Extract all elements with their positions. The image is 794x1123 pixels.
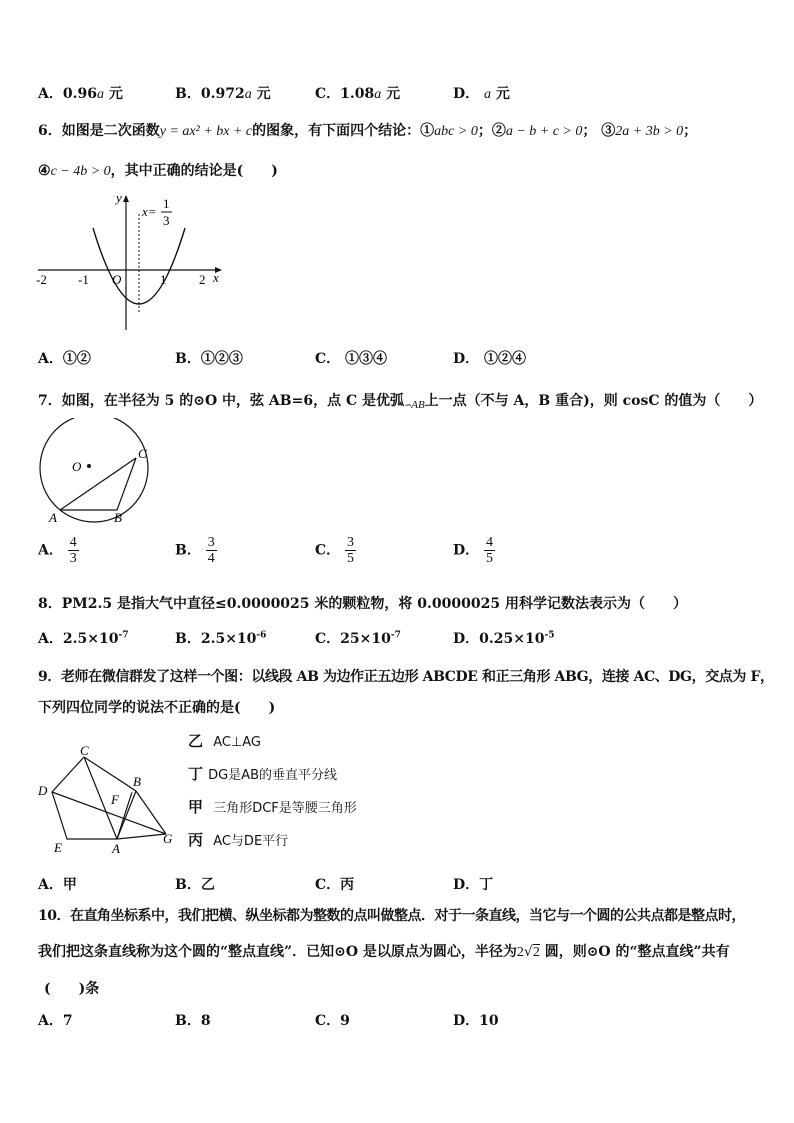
option-letter: D． (453, 351, 480, 367)
option-text: 8 (200, 1013, 211, 1029)
q6-mid: 的图象，有下面四个结论： (252, 123, 421, 139)
option-unit: 元 (256, 86, 271, 102)
pentagon-abcde (52, 757, 132, 839)
option-text: 10 (479, 1013, 499, 1029)
q6-conclusion-2: a − b + c > 0 (505, 124, 583, 139)
numerator: 3 (347, 535, 355, 550)
option-variable: a (484, 87, 492, 102)
q9-statement-1 (188, 730, 261, 751)
x-axis-label: x (213, 270, 219, 285)
option-letter: B． (175, 877, 201, 893)
q6-option-c (315, 348, 387, 368)
option-letter: C． (315, 877, 341, 893)
option-base: 2.5×10 (200, 631, 257, 647)
option-value: 1.08 (340, 86, 375, 102)
y-axis-arrow (123, 195, 129, 202)
symmetry-axis-denominator: 3 (163, 213, 170, 228)
q9-option-c (315, 874, 354, 894)
option-variable: a (374, 87, 382, 102)
q7-option-c (315, 535, 356, 566)
option-variable: a (244, 87, 252, 102)
student-name: 乙 (188, 732, 204, 750)
side-ag (117, 834, 166, 839)
q8-option-d (453, 628, 554, 648)
option-text: 丙 (340, 877, 355, 893)
side-cb (84, 757, 136, 791)
option-text: ①② (62, 351, 91, 367)
conclusion-mark: ③ (601, 123, 616, 139)
q6-option-b (175, 348, 243, 368)
q6-prefix: 6．如图是二次函数 (38, 123, 160, 139)
student-name: 丙 (188, 831, 204, 849)
label-c: C (138, 446, 147, 461)
q7-stem (38, 390, 762, 410)
option-letter: D． (453, 542, 480, 559)
center-point (87, 464, 91, 468)
option-text: ①②③ (200, 351, 243, 367)
option-variable: a (96, 87, 104, 102)
q7-circle-figure (32, 418, 160, 526)
option-letter: A． (38, 542, 63, 559)
label-d: D (38, 783, 48, 798)
label-a: A (112, 841, 120, 856)
option-base: 25×10 (340, 631, 391, 647)
option-text: 乙 (200, 877, 215, 893)
option-text: 9 (340, 1013, 350, 1029)
option-text: ①②④ (484, 351, 527, 367)
q7-option-d (453, 535, 495, 566)
tick-label-1: 1 (160, 272, 167, 287)
option-exponent: -5 (544, 630, 555, 641)
q6-option-a (38, 348, 91, 368)
option-letter: A． (38, 1013, 63, 1029)
q9-statement-3 (188, 796, 357, 817)
option-unit: 元 (386, 86, 401, 102)
conclusion-mark: ① (420, 123, 435, 139)
q10-suffix: 圆，则⊙O 的“整点直线”共有 (544, 944, 730, 960)
q10-option-a (38, 1010, 73, 1030)
option-base: 0.25×10 (479, 631, 545, 647)
q9-option-b (175, 874, 215, 894)
q9-statement-4 (188, 829, 288, 850)
numerator: 3 (207, 535, 215, 550)
q6-equation: y = ax² + bx + c (159, 124, 253, 139)
symmetry-axis-numerator: 1 (163, 196, 170, 211)
label-g: G (163, 831, 173, 846)
fraction (68, 535, 79, 566)
label-b: B (133, 774, 141, 789)
label-f: F (111, 792, 119, 807)
option-letter: D． (453, 86, 480, 102)
option-text: 7 (62, 1013, 73, 1029)
option-letter: B． (175, 351, 201, 367)
option-letter: D． (453, 631, 480, 647)
label-b: B (114, 510, 122, 525)
conclusion-mark: ④ (38, 163, 51, 179)
radicand: 2 (532, 945, 540, 960)
q10-stem-line3: ( )条 (44, 981, 100, 997)
label-o: O (72, 459, 82, 474)
denominator: 5 (347, 551, 355, 566)
q10-option-c (315, 1010, 350, 1030)
radius-coefficient: 2 (516, 945, 524, 960)
option-letter: C． (315, 631, 341, 647)
q6-parabola-graph (30, 188, 230, 336)
option-letter: C． (315, 86, 341, 102)
q6-stem-line2 (38, 160, 278, 180)
q9-option-d (453, 874, 493, 894)
side-bg (136, 791, 166, 834)
option-text: 丁 (479, 877, 494, 893)
option-exponent: -7 (118, 630, 129, 641)
option-exponent: -6 (256, 630, 267, 641)
q9-statement-2 (188, 763, 337, 784)
option-exponent: -7 (390, 630, 401, 641)
origin-label: O (112, 272, 122, 287)
option-letter: D． (453, 1013, 480, 1029)
student-name: 甲 (188, 798, 204, 816)
option-letter: B． (175, 631, 201, 647)
tick-label-2: 2 (199, 272, 206, 287)
option-unit: 元 (108, 86, 123, 102)
arc-label: AB (411, 399, 425, 411)
q5-option-b (175, 83, 271, 103)
tick-label-neg2: -2 (36, 272, 47, 287)
q5-option-d (453, 83, 510, 103)
fraction (206, 535, 217, 566)
option-letter: B． (175, 542, 201, 559)
option-letter: A． (38, 877, 63, 893)
q5-option-c (315, 83, 400, 103)
statement-text: 三角形DCF是等腰三角形 (213, 801, 357, 816)
statement-text: AC与DE平行 (213, 834, 289, 849)
numerator: 4 (486, 535, 494, 550)
q9-stem-line1: 9．老师在微信群发了这样一个图：以线段 AB 为边作正五边形 ABCDE 和正三角形 ABG，连接 AC、DG，交点为 F， (38, 669, 774, 685)
q6-option-d (453, 348, 526, 368)
option-letter: A． (38, 351, 63, 367)
q7-prefix: 7．如图，在半径为 5 的⊙O 中，弦 AB=6，点 C 是优弧 (38, 393, 404, 409)
fraction (345, 535, 356, 566)
q10-stem-line2 (38, 941, 730, 961)
option-text: 甲 (62, 877, 77, 893)
q8-stem: 8．PM2.5 是指大气中直径≤0.0000025 米的颗粒物，将 0.0000025 用科学记数法表示为（ ） (38, 596, 687, 612)
option-letter: C． (315, 351, 341, 367)
option-letter: A． (38, 86, 63, 102)
option-value: 0.972 (200, 86, 245, 102)
numerator: 4 (69, 535, 77, 550)
q6-conclusion-1: abc > 0 (434, 124, 478, 139)
tick-label-neg1: -1 (78, 272, 89, 287)
q9-stem-line2: 下列四位同学的说法不正确的是( ) (38, 700, 276, 716)
q8-option-a (38, 628, 128, 648)
q7-option-a (38, 535, 79, 566)
option-letter: D． (453, 877, 480, 893)
option-text: ①③④ (345, 351, 388, 367)
segment-dg (52, 792, 166, 834)
option-value: 0.96 (62, 86, 97, 102)
sqrt-symbol: √ (523, 944, 533, 960)
conclusion-mark: ② (491, 123, 506, 139)
side-ab (117, 791, 136, 839)
q8-option-b (175, 628, 266, 648)
option-letter: C． (315, 542, 341, 559)
q6-conclusion-3: 2a + 3b > 0 (615, 124, 684, 139)
label-c: C (80, 743, 89, 758)
q9-pentagon-figure (32, 742, 182, 858)
label-a: A (49, 510, 57, 525)
option-letter: B． (175, 1013, 201, 1029)
denominator: 4 (207, 551, 215, 566)
q6-suffix: ，其中正确的结论是( ) (110, 163, 278, 179)
arc-ab: ⌢AB (403, 399, 425, 411)
option-base: 2.5×10 (62, 631, 119, 647)
option-letter: C． (315, 1013, 341, 1029)
fraction (484, 535, 495, 566)
option-unit: 元 (495, 86, 510, 102)
option-letter: A． (38, 631, 63, 647)
q6-stem-line1: 6．如图是二次函数y = ax² + bx + c的图象，有下面四个结论：①abc > 0；②a − b + c > 0； ③2a + 3b > 0； (38, 123, 698, 139)
q10-prefix: 我们把这条直线称为这个圆的“整点直线”．已知⊙O 是以原点为圆心，半径为 (38, 944, 517, 960)
chord-bc (117, 458, 136, 510)
denominator: 3 (69, 551, 77, 566)
q7-option-b (175, 535, 217, 566)
q7-suffix: 上一点（不与 A，B 重合)，则 cosC 的值为（ ） (424, 393, 763, 409)
q10-stem-line1: 10．在直角坐标系中，我们把横、纵坐标都为整数的点叫做整点．对于一条直线，当它与一个圆的公共点都是整点时， (38, 908, 745, 924)
label-e: E (54, 840, 62, 855)
student-name: 丁 (188, 765, 204, 783)
q8-option-c (315, 628, 401, 648)
option-letter: B． (175, 86, 201, 102)
q9-option-a (38, 874, 77, 894)
q5-option-a (38, 83, 123, 103)
y-axis-label: y (116, 190, 122, 205)
statement-text: DG是AB的垂直平分线 (208, 768, 338, 783)
statement-text: AC⊥AG (213, 735, 261, 750)
q10-option-b (175, 1010, 211, 1030)
q6-conclusion-4: c − 4b > 0 (50, 164, 111, 179)
q10-option-d (453, 1010, 499, 1030)
symmetry-axis-label: x= (142, 204, 157, 219)
denominator: 5 (486, 551, 494, 566)
